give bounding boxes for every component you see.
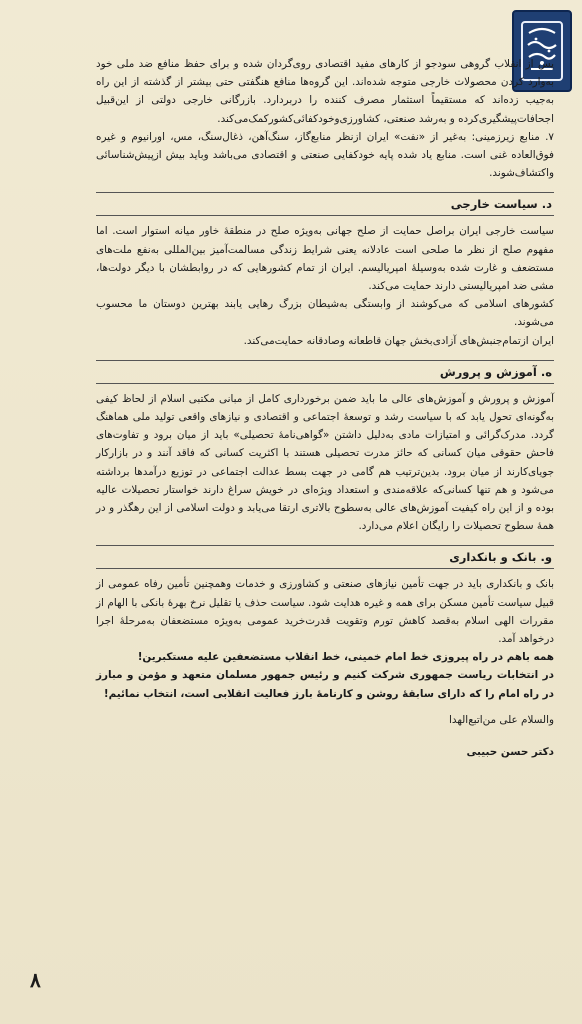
- section-heading-banking: و. بانک و بانکداری: [449, 550, 552, 565]
- intro-paragraph-2: ۷. منابع زیرزمینی: به‌غیر از «نفت» ایران ازنظر منابع‌گاز، سنگ‌آهن، ذغال‌سنگ، مس، اورانیوم و غیره فوق‌العاده غنی است. منابع یاد شده پایه خودکفایی صنعتی و اقتصادی می‌باشد وباید بیش ازپیش‌شناسائی واکتشاف‌شوند.: [96, 130, 554, 180]
- foreign-policy-paragraph-1: سیاست خارجی ایران براصل حمایت از صلح جهانی به‌ویژه صلح در منطقهٔ خاور میانه استوار است. اما مفهوم صلح از نظر ما صلحی است عادلانه یعنی شرایط زندگی مسالمت‌آمیز بین‌المللی به‌نفع ملت‌های مستضعف و غارت شده به‌وسیلهٔ امپریالیسم. ایران از تمام کشورهایی که در روابطشان با دیگر دولت‌ها، مشی ضد امپریالیستی دارند حمایت می‌کند.: [96, 225, 554, 293]
- intro-paragraph-1: پس از انقلاب گروهی سودجو از کارهای مفید اقتصادی روی‌گردان شده و برای حفظ منافع ضد ملی خود به‌وارد کردن محصولات خارجی متوجه شده‌اند. این گروه‌ها منافع هنگفتی حتی بیشتر از گذشته از این راه به‌جیب زده‌اند که مستقیماً استثمار مصرف کننده را دربردارد. بازرگانی خارجی دولتی از این‌قبیل اجحافات‌پیشگیری‌کرده و به‌رشد صنعتی، کشاورزی‌و‌خودکفائی‌کشورکمک‌می‌کند.: [96, 58, 554, 125]
- election-call-paragraph: در انتخابات ریاست جمهوری شرکت کنیم و رئیس جمهور مسلمان متعهد و مؤمن و مبارز در راه امام را که دارای سابقهٔ روشن و کارنامهٔ بارز فعالیت انقلابی است، انتخاب نمائیم!: [96, 669, 554, 700]
- section-heading-foreign-policy: د. سیاست خارجی: [450, 197, 552, 212]
- foreign-policy-paragraph-3: ایران ازتمام‌جنبش‌های آزادی‌بخش جهان قاطعانه وصادقانه حمایت‌می‌کند.: [243, 334, 554, 347]
- page-number: ۸: [30, 968, 41, 992]
- section-divider: [96, 215, 554, 216]
- foreign-policy-paragraph-2: کشورهای اسلامی که می‌کوشند از وابستگی به‌شیطان بزرگ رهایی یابند بهترین دوستان ما محسوب می‌شوند.: [96, 298, 554, 329]
- section-divider: [96, 568, 554, 569]
- education-paragraph-1: آموزش و پرورش و آموزش‌های عالی ما باید ضمن برخورداری کامل از مبانی مکتبی اسلام از لحاظ کیفی به‌گونه‌ای تحول یابد که با سیاست رشد و توسعهٔ اجتماعی و اقتصادی و نیازهای واقعی تولید ملی هماهنگ گردد. مدرک‌گرائی و امتیازات مادی به‌دلیل داشتن «گواهی‌نامهٔ تحصیلی» باید از میان برود و تفاوت‌های فاحش حقوقی میان کسانی که حائز مدرت تحصیلی هستند با اکثریت کسانی که فاقد آنند و در بازارکار جویای‌کارند از میان برود. بدین‌ترتیب هم گامی در جهت بسط عدالت اجتماعی در توزیع درآمدها برداشته می‌شود و هم تنها کسانی‌که علاقه‌مندی و استعداد ویژه‌ای در خویش سراغ دارند خواستار تحصیلات عالیه بوده و از این راه کیفیت آموزش‌های عالی به‌سطوح بالاتری ارتقا می‌یابد و دولت اسلامی از این رهگذر و در همهٔ سطوح تحصیلات را رایگان اعلام می‌دارد.: [96, 392, 554, 533]
- banking-paragraph-1: بانک و بانکداری باید در جهت تأمین نیازهای صنعتی و کشاورزی و خدمات وهمچنین تأمین رفاه عمومی از قبیل سیاست تأمین مسکن برای همه و غیره هدایت شود. سیاست حذف یا تقلیل نرخ بهرهٔ بانکی با الهام از مقررات الهی اسلام به‌قصد کاهش تورم وتقویت قدرت‌خرید عمومی به‌ویژه مستضعفان به‌مرحلهٔ اجرا درخواهد آمد.: [96, 578, 554, 646]
- section-heading-education: ه. آموزش و پرورش: [439, 364, 552, 379]
- closing-salutation: والسلام علی من‌اتبع‌الهدا: [449, 713, 554, 726]
- document-body: [96, 55, 554, 761]
- section-divider: [96, 383, 554, 384]
- signature: دکتر حسن حبیبی: [466, 746, 554, 759]
- slogan-paragraph: همه باهم در راه پیروزی خط امام خمینی، خط انقلاب مستضعفین علیه مستکبرین!: [137, 651, 554, 664]
